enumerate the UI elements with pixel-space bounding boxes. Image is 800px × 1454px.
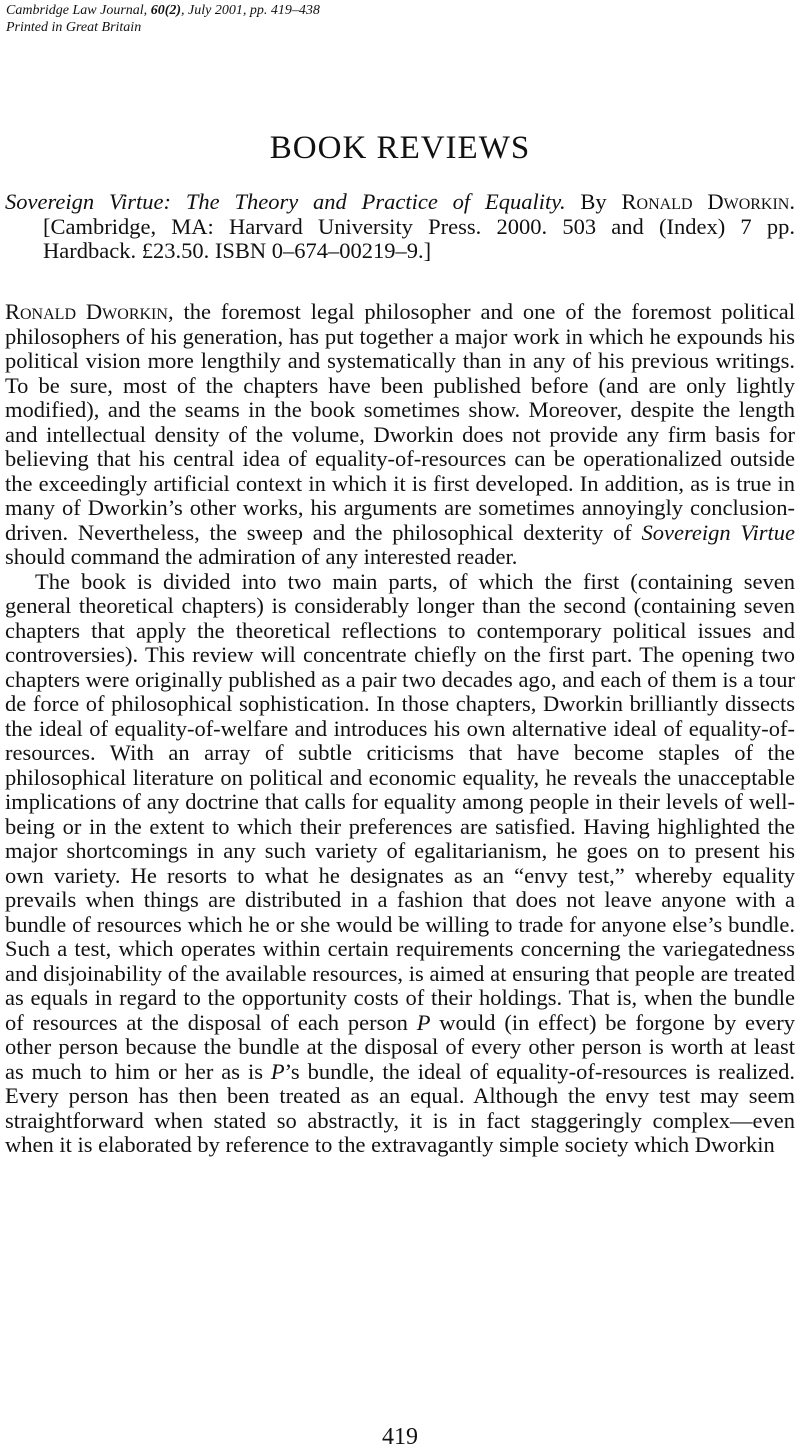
- running-head: [6, 2, 320, 36]
- paragraph-1-text-a: , the foremost legal philosopher and one of the foremost political philosophers of his generation, has put together a major work in which he expounds his political vision more lengthily and systematically than in any of his previous writings. To be sure, most of the chapters have been published before (and are only lightly modified), and the seams in the book sometimes show. Moreover, despite the length and intellectual density of the volume, Dworkin does not provide any firm basis for believing that his central idea of equality-of-resources can be operationalized outside the exceedingly artificial context in which it is first developed. In addition, as is true in many of Dworkin’s other works, his arguments are sometimes annoyingly conclusion-driven. Nevertheless, the sweep and the philosophical dexterity of: [5, 299, 795, 545]
- review-body: [5, 300, 795, 1158]
- section-title: BOOK REVIEWS: [269, 130, 531, 166]
- paragraph-2-variable-p-2: P: [270, 1058, 285, 1084]
- paragraph-2-text-b: would (in effect) be forgone by every other person because the bundle at the disposal of every other person is worth at least as much to him or her as is: [5, 1009, 796, 1084]
- journal-line: [6, 2, 320, 19]
- lead-author-name: Ronald Dworkin: [5, 299, 168, 324]
- page-number: 419: [382, 1424, 418, 1450]
- journal-name: Cambridge Law Journal,: [6, 3, 148, 18]
- citation-details: . [Cambridge, MA: Harvard University Press. 2000. 503 and (Index) 7 pp. Hardback. £23.50. ISBN 0–674–00219–9.]: [43, 189, 795, 263]
- paragraph-2-variable-p-1: P: [416, 1009, 431, 1035]
- book-title: Sovereign Virtue: The Theory and Practice of Equality.: [5, 189, 566, 214]
- paragraph-2-text-c: ’s bundle, the ideal of equality-of-resources is realized. Every person has then been treated as an equal. Although the envy test may seem straightforward when stated so abstractly, it is in fact staggeringly complex—even when it is elaborated by reference to the extravagantly simple society which Dworkin: [5, 1058, 795, 1157]
- book-author: Ronald Dworkin: [621, 189, 790, 214]
- paragraph-2-text-a: The book is divided into two main parts, of which the first (containing seven general theoretical chapters) is considerably longer than the second (containing seven chapters that apply the theoretical reflections to contemporary political issues and controversies). This review will concentrate chiefly on the first part. The opening two chapters were originally published as a pair two decades ago, and each of them is a tour de force of philosophical sophistication. In those chapters, Dworkin brilliantly dissects the ideal of equality-of-welfare and introduces his own alternative ideal of equality-of-resources. With an array of subtle criticisms that have become staples of the philosophical literature on political and economic equality, he reveals the unacceptable implications of any doctrine that calls for equality among people in their levels of well-being or in the extent to which their preferences are satisfied. Having highlighted the major shortcomings in any such variety of egalitarianism, he goes on to present his own variety. He resorts to what he designates as an “envy test,” whereby equality prevails when things are distributed in a fashion that does not leave anyone with a bundle of resources which he or she would be willing to trade for anyone else’s bundle. Such a test, which operates within certain requirements concerning the variegatedness and disjoinability of the available resources, is aimed at ensuring that people are treated as equals in regard to the opportunity costs of their holdings. That is, when the bundle of resources at the disposal of each person: [5, 568, 795, 1035]
- paragraph-2: [5, 570, 795, 1158]
- printed-line: Printed in Great Britain: [6, 20, 142, 35]
- paragraph-1-book-title: Sovereign Virtue: [641, 519, 796, 545]
- paragraph-1: [5, 300, 795, 570]
- journal-volume: 60(2): [150, 3, 182, 18]
- paragraph-1-text-b: should command the admiration of any interested reader.: [5, 544, 518, 569]
- journal-issue-pages: , July 2001, pp. 419–438: [181, 3, 320, 18]
- book-citation: [5, 190, 795, 264]
- citation-by: By: [565, 189, 622, 214]
